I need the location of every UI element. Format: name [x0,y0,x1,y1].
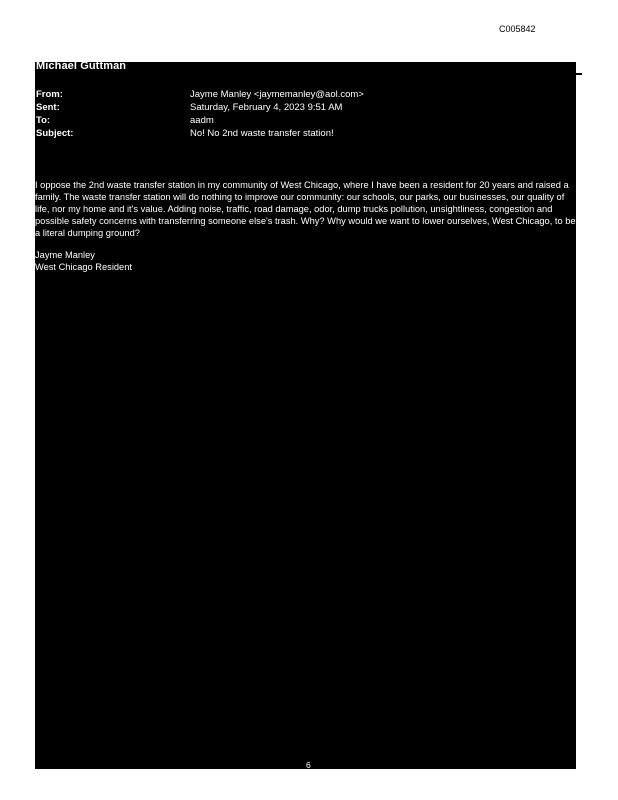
meta-label: To: [36,115,51,126]
meta-label: From: [36,89,63,100]
page-number: 6 [306,760,311,770]
meta-label: Subject: [36,128,74,139]
meta-value: No! No 2nd waste transfer station! [190,128,334,139]
document-id: C005842 [499,24,536,34]
meta-value: Saturday, February 4, 2023 9:51 AM [190,102,343,113]
sender-name: Michael Guttman [36,60,127,72]
signature-name: Jayme Manley [35,250,95,260]
signature-title: West Chicago Resident [35,262,132,272]
email-body [35,179,580,239]
meta-label: Sent: [36,102,60,113]
signature [35,249,132,273]
header-rule [35,73,582,75]
meta-value: Jayme Manley <jaymemanley@aol.com> [190,89,364,100]
page-block [35,62,576,769]
body-paragraph: I oppose the 2nd waste transfer station in my community of West Chicago, where I have been a resident for 20 years and raised a family. The waste transfer station will do nothing to improve our community: our schools, our parks, our businesses, our quality of life, nor my home and it's value. Adding noise, traffic, road damage, odor, dump trucks pollution, unsightliness, congestion and possible safety concerns with transferring someone else's trash. Why? Why would we want to lower ourselves, West Chicago, to be a literal dumping ground? [35,180,576,238]
meta-value: aadm [190,115,214,126]
